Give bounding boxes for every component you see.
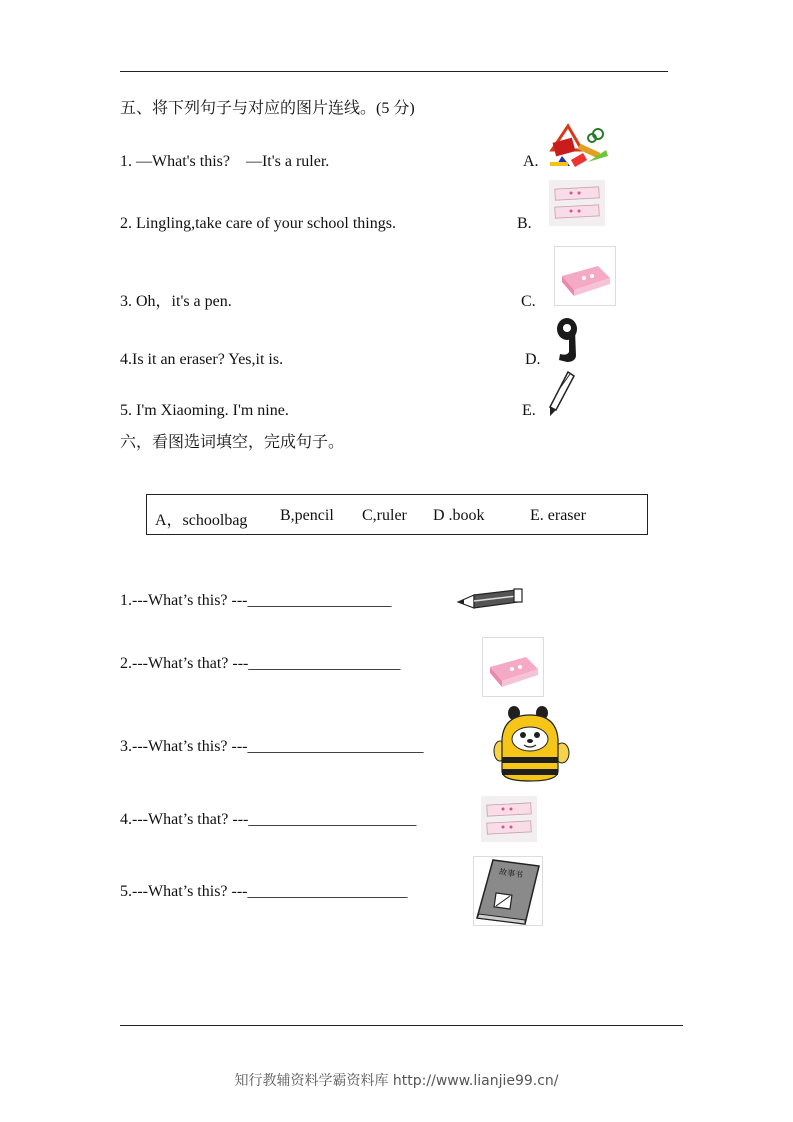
question-3: 3.---What’s this? ---______________________ (120, 738, 424, 755)
book-cover-title: 故事书 (498, 867, 524, 880)
school-supplies-icon (548, 122, 610, 170)
section5-heading: 五、将下列句子与对应的图片连线。(5 分) (120, 100, 415, 117)
section6-heading: 六，看图选词填空，完成句子。 (120, 434, 345, 451)
pencil-case-icon (549, 180, 605, 226)
footer-text: 知行教辅资料学霸资料库 http://www.lianjie99.cn/ (234, 1073, 559, 1089)
section5-item-5: 5. I'm Xiaoming. I'm nine. (120, 402, 289, 419)
number-nine-icon (555, 316, 579, 364)
word-option-e: E. eraser (530, 507, 586, 524)
pencil-case-icon (481, 796, 537, 842)
word-option-b: B,pencil (280, 507, 334, 524)
eraser-icon (554, 246, 616, 306)
section5-item-2: 2. Lingling,take care of your school things. (120, 215, 396, 232)
word-bank-box (146, 494, 648, 535)
question-4: 4.---What’s that? ---_____________________ (120, 811, 417, 828)
section5-letter-e: E. (522, 402, 536, 419)
question-5: 5.---What’s this? ---____________________ (120, 883, 408, 900)
section5-letter-a: A. (523, 153, 539, 170)
section5-letter-c: C. (521, 293, 536, 310)
top-rule (120, 71, 668, 72)
section5-item-1: 1. —What's this? —It's a ruler. (120, 153, 330, 170)
question-1: 1.---What’s this? ---__________________ (120, 592, 392, 609)
section5-letter-b: B. (517, 215, 532, 232)
section5-item-4: 4.Is it an eraser? Yes,it is. (120, 351, 284, 368)
question-2: 2.---What’s that? ---___________________ (120, 655, 401, 672)
schoolbag-icon (492, 705, 572, 783)
pencil-icon (456, 586, 524, 612)
section5-letter-d: D. (525, 351, 541, 368)
section5-item-3: 3. Oh，it's a pen. (120, 293, 232, 310)
eraser-icon (482, 637, 544, 697)
book-icon (473, 856, 543, 926)
word-option-d: D .book (433, 507, 485, 524)
pen-icon (546, 370, 576, 418)
word-option-c: C,ruler (362, 507, 407, 524)
bottom-rule (120, 1025, 683, 1026)
word-option-a: A，schoolbag (155, 512, 248, 529)
